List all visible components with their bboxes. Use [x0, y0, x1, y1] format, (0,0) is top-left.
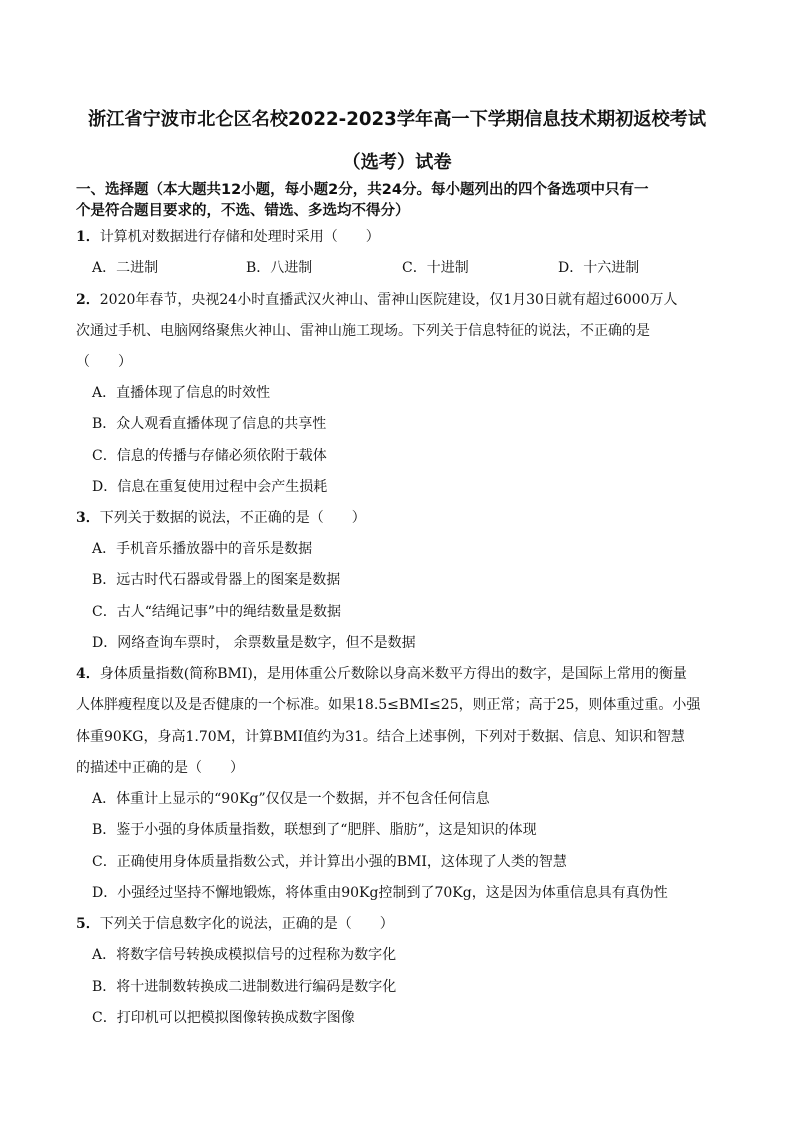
- exam-title-line-2: （选考）试卷: [342, 152, 452, 173]
- question-5: [76, 914, 394, 934]
- option-c: C．古人“结绳记事”中的绳结数量是数据: [92, 604, 342, 620]
- question-text: 下列关于信息数字化的说法，正确的是（ ）: [99, 916, 394, 932]
- option-c: C．打印机可以把模拟图像转换成数字图像: [92, 1010, 355, 1026]
- question-number: 5．: [76, 916, 100, 932]
- section-heading-line-2: 个是符合题目要求的，不选、错选、多选均不得分）: [76, 203, 410, 219]
- question-number: 1．: [76, 229, 100, 245]
- option-c: C．正确使用身体质量指数公式，并计算出小强的BMI，这体现了人类的智慧: [92, 854, 567, 870]
- question-3: [76, 508, 366, 528]
- question-4: [76, 664, 687, 684]
- question-text: 计算机对数据进行存储和处理时采用（ ）: [99, 229, 380, 245]
- question-text: 的描述中正确的是（ ）: [76, 760, 244, 776]
- question-number: 2．: [76, 292, 100, 308]
- option-d: D．十六进制: [558, 260, 640, 276]
- option-b: B．鉴于小强的身体质量指数，联想到了“肥胖、脂肪”，这是知识的体现: [92, 822, 537, 838]
- option-a: A．直播体现了信息的时效性: [92, 385, 271, 401]
- question-2: [76, 290, 678, 310]
- question-text: 体重90KG，身高1.70M，计算BMI值约为31。结合上述事例，下列对于数据、信息、知识和智慧: [76, 729, 685, 745]
- question-text: 人体胖瘦程度以及是否健康的一个标准。如果18.5≤BMI≤25，则正常；高于25，则体重过重。小强: [76, 697, 701, 713]
- option-c: C．信息的传播与存储必须依附于载体: [92, 448, 327, 464]
- question-text: 次通过手机、电脑网络聚焦火神山、雷神山施工现场。下列关于信息特征的说法，不正确的是: [76, 323, 650, 339]
- question-text: 下列关于数据的说法，不正确的是（ ）: [99, 510, 366, 526]
- option-b: B．将十进制数转换成二进制数进行编码是数字化: [92, 979, 397, 995]
- option-d: D．信息在重复使用过程中会产生损耗: [92, 479, 328, 495]
- option-d: D．网络查询车票时， 余票数量是数字，但不是数据: [92, 635, 416, 651]
- question-text: 2020年春节，央视24小时直播武汉火神山、雷神山医院建设，仅1月30日就有超过6000万人: [99, 292, 678, 308]
- option-a: A．将数字信号转换成模拟信号的过程称为数字化: [92, 947, 397, 963]
- question-number: 3．: [76, 510, 100, 526]
- option-b: B．远古时代石器或骨器上的图案是数据: [92, 572, 341, 588]
- option-a: A．手机音乐播放器中的音乐是数据: [92, 541, 313, 557]
- option-b: B．八进制: [246, 260, 313, 276]
- option-a: A．体重计上显示的“90Kg”仅仅是一个数据，并不包含任何信息: [92, 791, 490, 807]
- option-c: C．十进制: [402, 260, 469, 276]
- question-1: [76, 227, 380, 247]
- option-a: A．二进制: [92, 260, 159, 276]
- option-b: B．众人观看直播体现了信息的共享性: [92, 416, 327, 432]
- option-d: D．小强经过坚持不懈地锻炼，将体重由90Kg控制到了70Kg，这是因为体重信息具有真伪性: [92, 885, 668, 901]
- question-text: （ ）: [76, 354, 132, 370]
- question-number: 4．: [76, 666, 100, 682]
- section-heading-line-1: 一、选择题（本大题共12小题，每小题2分，共24分。每小题列出的四个备选项中只有一: [76, 182, 649, 198]
- exam-title-line-1: 浙江省宁波市北仑区名校2022-2023学年高一下学期信息技术期初返校考试: [87, 109, 707, 130]
- question-text: 身体质量指数(简称BMI)，是用体重公斤数除以身高米数平方得出的数字，是国际上常用的衡量: [99, 666, 687, 682]
